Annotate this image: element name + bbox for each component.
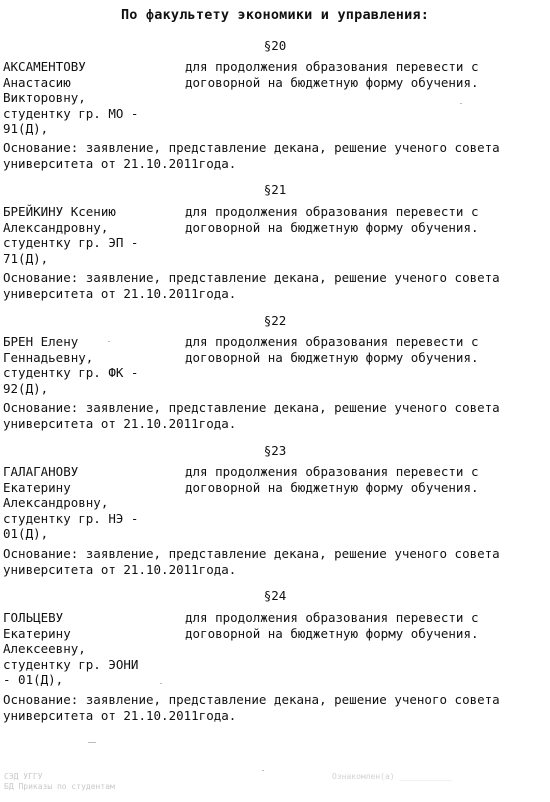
transfer-decision: для продолжения образования перевести с договорной на бюджетную форму обучения. [185, 334, 479, 365]
student-name: БРЕН Елену Геннадьевну, студентку гр. ФК - 92(Д), [3, 334, 139, 396]
student-name: ГАЛАГАНОВУ Екатерину Александровну, студентку гр. НЭ - 01(Д), [3, 464, 139, 541]
student-name: БРЕЙКИНУ Ксению Александровну, студентку гр. ЭП - 71(Д), [3, 204, 139, 266]
scan-speck [108, 341, 110, 342]
scan-speck [160, 683, 162, 684]
section-number: §22 [263, 313, 287, 328]
section-number: §21 [263, 182, 287, 197]
transfer-decision: для продолжения образования перевести с договорной на бюджетную форму обучения. [185, 464, 479, 495]
section-number: §24 [263, 588, 287, 603]
scan-speck [88, 742, 96, 743]
transfer-decision: для продолжения образования перевести с договорной на бюджетную форму обучения. [185, 59, 479, 90]
basis-text: Основание: заявление, представление декана, решение ученого совета университета от 21.10.2011года. [3, 400, 500, 431]
basis-text: Основание: заявление, представление декана, решение ученого совета университета от 21.10.2011года. [3, 692, 500, 723]
document-title: По факультету экономики и управления: [120, 7, 430, 23]
basis-text: Основание: заявление, представление декана, решение ученого совета университета от 21.10.2011года. [3, 140, 500, 171]
transfer-decision: для продолжения образования перевести с договорной на бюджетную форму обучения. [185, 610, 479, 641]
footer-system-label: СЭД УГГУ БД Приказы по студентам [4, 772, 115, 791]
student-name: ГОЛЬЦЕВУ Екатерину Алексеевну, студентку гр. ЭОНИ - 01(Д), [3, 610, 139, 687]
basis-text: Основание: заявление, представление декана, решение ученого совета университета от 21.10.2011года. [3, 270, 500, 301]
scan-speck [460, 103, 462, 104]
student-name: АКСАМЕНТОВУ Анастасию Викторовну, студентку гр. МО - 91(Д), [3, 59, 139, 136]
transfer-decision: для продолжения образования перевести с договорной на бюджетную форму обучения. [185, 204, 479, 235]
basis-text: Основание: заявление, представление декана, решение ученого совета университета от 21.10.2011года. [3, 546, 500, 577]
section-number: §20 [263, 38, 287, 53]
footer-acknowledgement: Ознакомлен(а) ___________ [332, 772, 453, 781]
scan-speck [262, 770, 264, 771]
section-number: §23 [263, 443, 287, 458]
